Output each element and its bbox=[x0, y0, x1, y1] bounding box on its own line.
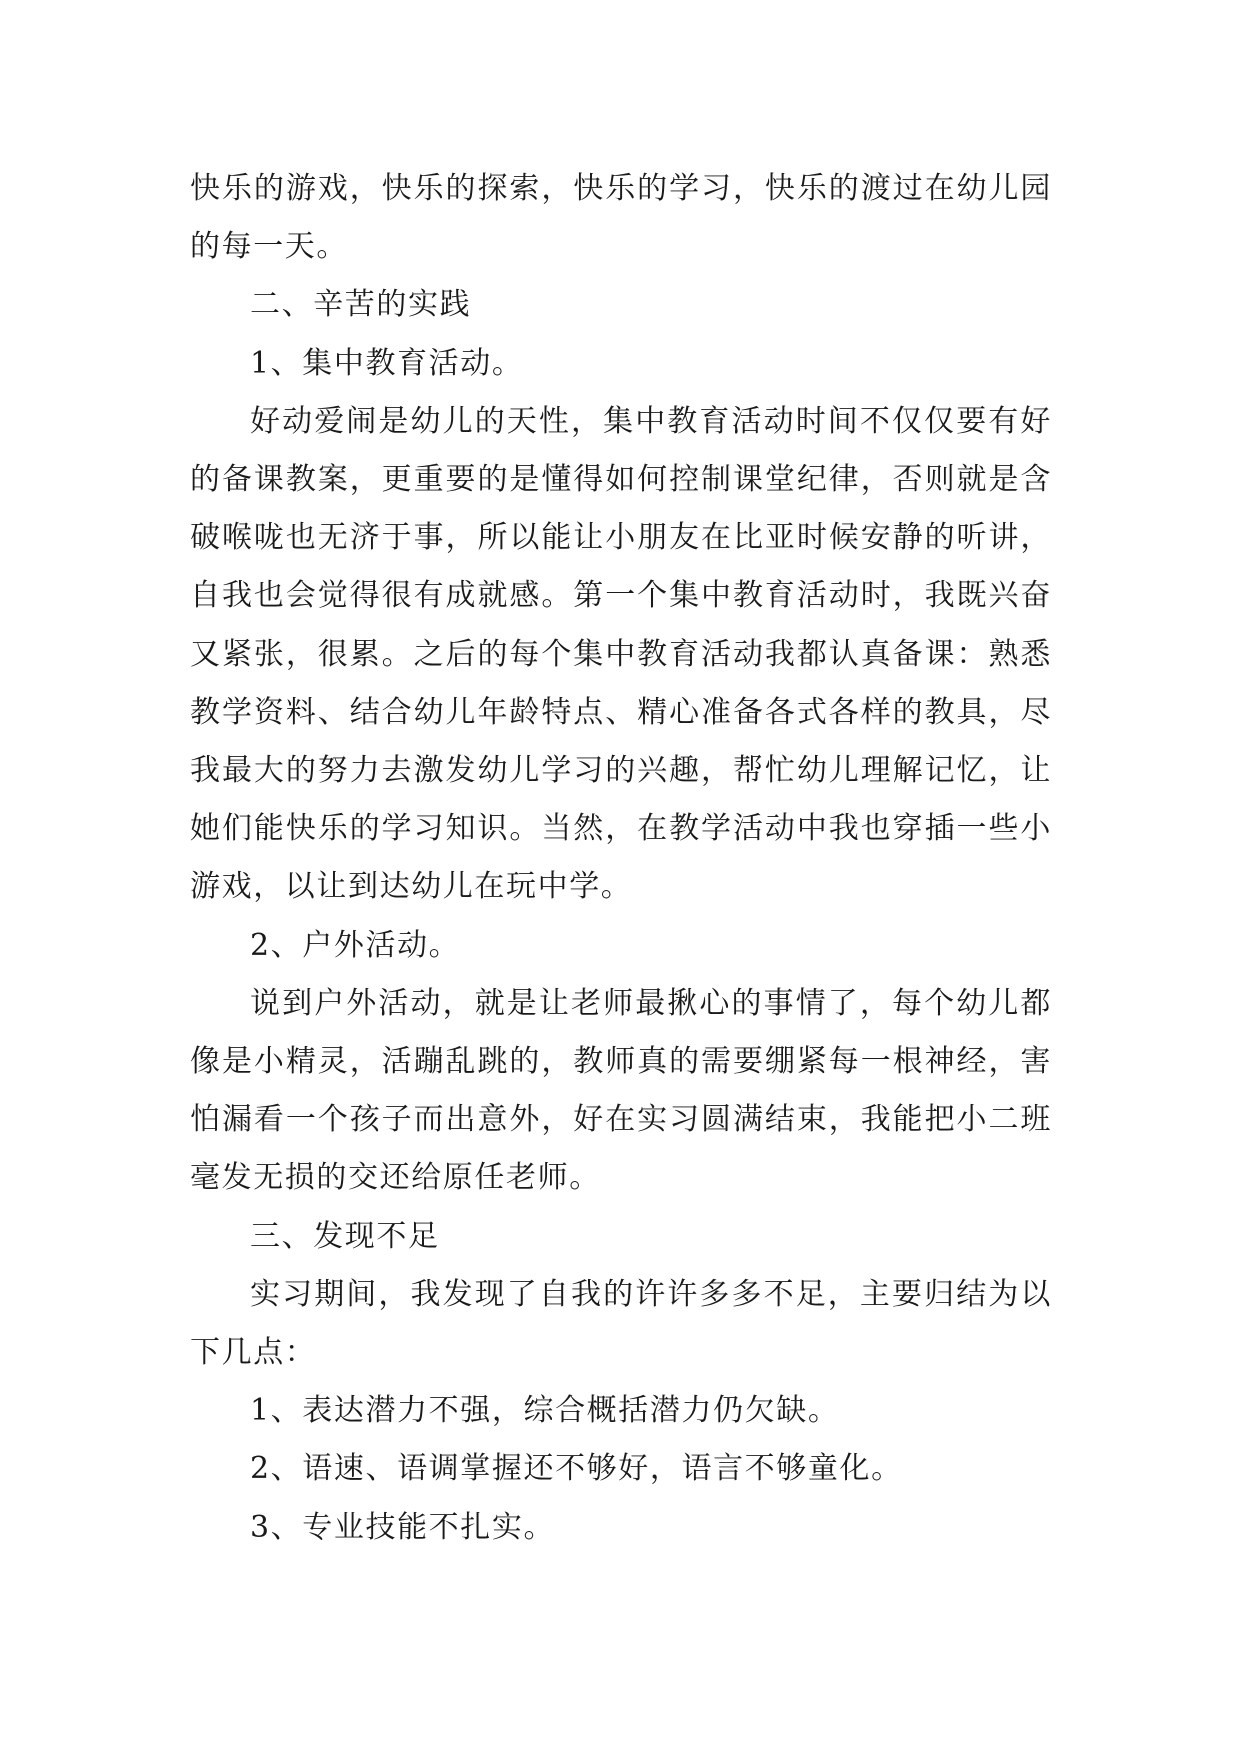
list-item-speech: 2、语速、语调掌握还不够好，语言不够童化。 bbox=[250, 1451, 903, 1487]
paragraph-shortcomings-intro: 实习期间，我发现了自我的许许多多不足，主要归结为以下几点： bbox=[190, 1276, 1052, 1371]
section-heading-practice: 二、辛苦的实践 bbox=[250, 287, 472, 323]
list-item-expression: 1、表达潜力不强，综合概括潜力仍欠缺。 bbox=[250, 1393, 840, 1429]
paragraph-continuation: 快乐的游戏，快乐的探索，快乐的学习，快乐的渡过在幼儿园的每一天。 bbox=[190, 171, 1052, 265]
document-body bbox=[190, 160, 1052, 1557]
subheading-outdoor-activity: 2、户外活动。 bbox=[250, 927, 461, 963]
subheading-group-activity: 1、集中教育活动。 bbox=[250, 345, 524, 381]
paragraph-outdoor-activity: 说到户外活动，就是让老师最揪心的事情了，每个幼儿都像是小精灵，活蹦乱跳的，教师真的需要绷紧每一根神经，害怕漏看一个孩子而出意外，好在实习圆满结束，我能把小二班毫发无损的交还给原任老师。 bbox=[190, 985, 1052, 1196]
list-item-skills: 3、专业技能不扎实。 bbox=[250, 1509, 556, 1545]
paragraph-group-activity: 好动爱闹是幼儿的天性，集中教育活动时间不仅仅要有好的备课教案，更重要的是懂得如何控制课堂纪律，否则就是含破喉咙也无济于事，所以能让小朋友在比亚时候安静的听讲，自我也会觉得很有成就感。第一个集中教育活动时，我既兴奋又紧张，很累。之后的每个集中教育活动我都认真备课：熟悉教学资料、结合幼儿年龄特点、精心准备各式各样的教具，尽我最大的努力去激发幼儿学习的兴趣，帮忙幼儿理解记忆，让她们能快乐的学习知识。当然，在教学活动中我也穿插一些小游戏，以让到达幼儿在玩中学。 bbox=[190, 403, 1052, 905]
section-heading-shortcomings: 三、发现不足 bbox=[250, 1218, 440, 1254]
